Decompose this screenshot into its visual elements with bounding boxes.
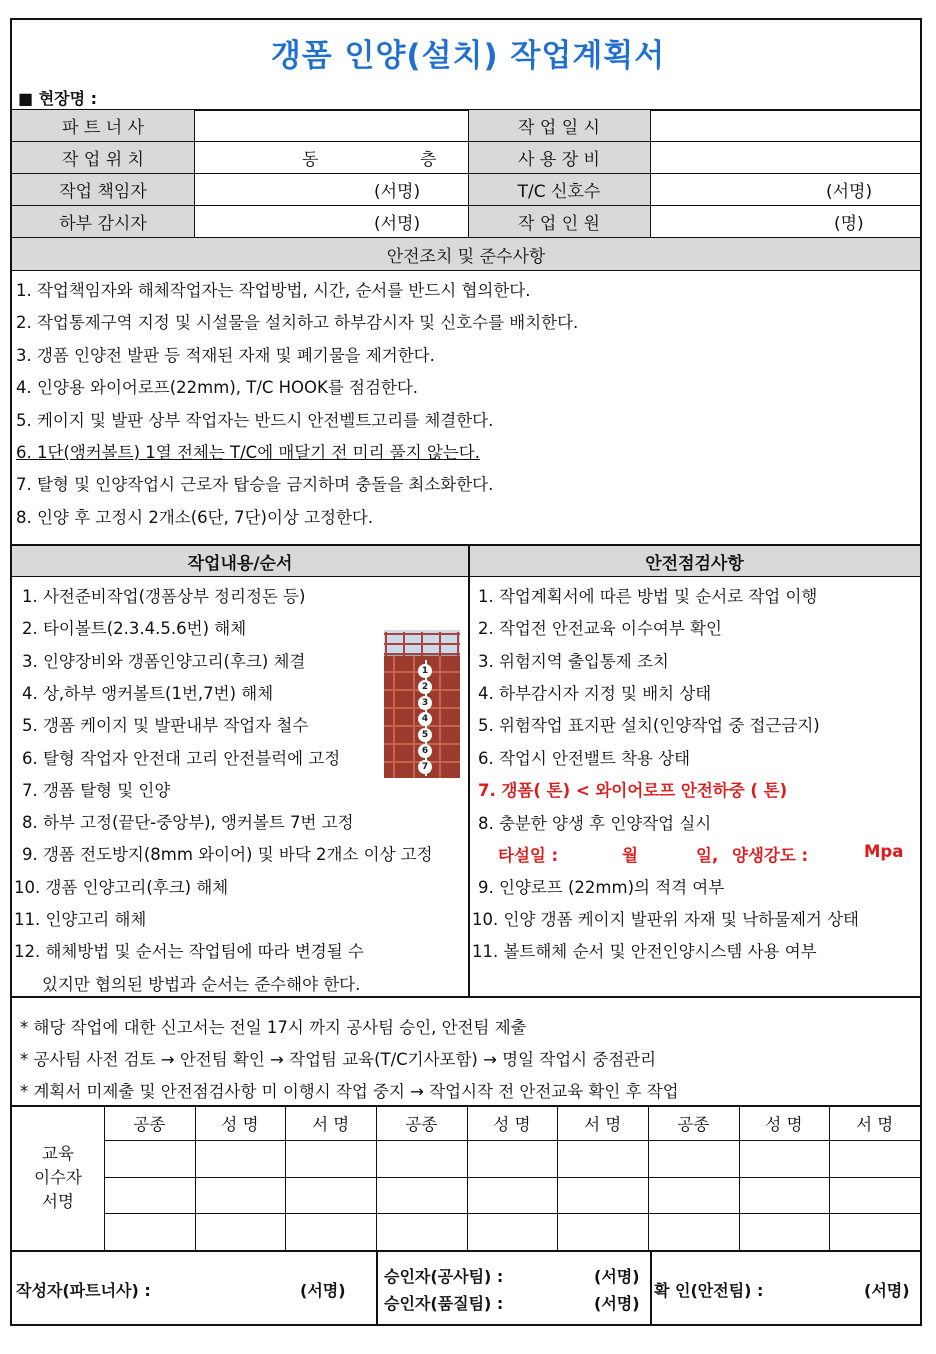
work-step-item: 8. 하부 고정(끝단-중앙부), 앵커볼트 7번 고정 xyxy=(22,813,354,833)
work-step-item: 4. 상,하부 앵커볼트(1번,7번) 해체 xyxy=(22,683,274,703)
check-item: 6. 작업시 안전밸트 착용 상태 xyxy=(478,748,691,768)
edu-signature-cell[interactable] xyxy=(376,1214,467,1250)
site-name-label: ■ 현장명 : xyxy=(18,89,98,108)
marker-number: 7 xyxy=(418,760,432,774)
edu-signature-cell[interactable] xyxy=(739,1141,830,1177)
edu-signature-cell[interactable] xyxy=(557,1178,648,1214)
gangform-image xyxy=(384,630,460,778)
work-step-item: 10. 갱폼 인양고리(후크) 해체 xyxy=(14,877,229,897)
work-location-field[interactable] xyxy=(194,142,468,173)
safety-item: 2. 작업통제구역 지정 및 시설물을 설치하고 하부감시자 및 신호수를 배치한다. xyxy=(16,313,579,333)
edu-signature-cell[interactable] xyxy=(648,1214,739,1250)
approver-construction-sign[interactable]: (서명) xyxy=(594,1267,640,1286)
work-step-item: 2. 타이볼트(2.3.4.5.6번) 해체 xyxy=(22,619,247,639)
work-step-item: 11. 인양고리 해체 xyxy=(14,910,147,929)
edu-signature-cell[interactable] xyxy=(739,1178,830,1214)
edu-signature-cell[interactable] xyxy=(648,1178,739,1214)
supervisor-sign: (서명) xyxy=(374,182,421,202)
lower-watch-field[interactable] xyxy=(194,206,468,237)
edu-signature-cell[interactable] xyxy=(195,1141,286,1177)
edu-signature-cell[interactable] xyxy=(648,1141,739,1177)
work-step-item: 3. 인양장비와 갱폼인양고리(후크) 체결 xyxy=(22,651,306,671)
marker-number: 3 xyxy=(418,696,432,710)
work-step-item: 12. 해체방법 및 순서는 작업팀에 따라 변경될 수 xyxy=(14,942,364,962)
equipment-label: 사 용 장 비 xyxy=(468,142,650,173)
work-step-item: 7. 갱폼 탈형 및 인양 xyxy=(22,780,171,800)
notice-line: * 공사팀 사전 검토 → 안전팀 확인 → 작업팀 교육(T/C기사포함) → 명일 작업시 중점관리 xyxy=(20,1050,657,1069)
edu-signature-cell[interactable] xyxy=(285,1214,376,1250)
edu-signature-cell[interactable] xyxy=(104,1141,195,1177)
work-location-label: 작 업 위 치 xyxy=(12,142,194,173)
edu-signature-cell[interactable] xyxy=(104,1214,195,1250)
edu-signature-cell[interactable] xyxy=(467,1178,558,1214)
pour-date-label: 타설일 : xyxy=(498,846,559,865)
edu-label-line: 이수자 xyxy=(34,1168,82,1187)
edu-column-header: 공종 xyxy=(677,1115,710,1134)
confirm-label: 확 인(안전팀) : xyxy=(654,1281,764,1300)
safety-item: 5. 케이지 및 발판 상부 작업자는 반드시 안전벨트고리를 체결한다. xyxy=(16,410,494,430)
edu-signature-cell[interactable] xyxy=(285,1141,376,1177)
check-header: 안전점검사항 xyxy=(469,546,920,576)
mpa-unit: Mpa xyxy=(864,842,904,861)
edu-signature-cell[interactable] xyxy=(829,1178,920,1214)
safety-item: 8. 인양 후 고정시 2개소(6단, 7단)이상 고정한다. xyxy=(16,507,374,527)
edu-column-header: 서 명 xyxy=(584,1115,622,1134)
approver-quality-label: 승인자(품질팀) : xyxy=(384,1294,504,1313)
edu-signature-cell[interactable] xyxy=(195,1178,286,1214)
check-item: 5. 위험작업 표지판 설치(인양작업 중 접근금지) xyxy=(478,716,820,736)
marker-number: 1 xyxy=(418,664,432,678)
tc-signal-label: T/C 신호수 xyxy=(468,174,650,205)
check-item-red: 7. 갱폼( 톤) < 와이어로프 안전하중 ( 톤) xyxy=(478,781,788,800)
tc-signal-field[interactable] xyxy=(650,174,920,205)
supervisor-label: 작업 책임자 xyxy=(12,174,194,205)
edu-column-header: 성 명 xyxy=(493,1115,531,1134)
safety-item: 1. 작업책임자와 해체작업자는 작업방법, 시간, 순서를 반드시 협의한다. xyxy=(16,281,531,300)
check-item: 4. 하부감시자 지정 및 배치 상태 xyxy=(478,683,712,703)
edu-signature-cell[interactable] xyxy=(104,1178,195,1214)
workers-label: 작 업 인 원 xyxy=(468,206,650,237)
edu-column-header: 서 명 xyxy=(856,1115,894,1134)
edu-column-header: 서 명 xyxy=(312,1115,350,1134)
work-date-label: 작 업 일 시 xyxy=(468,110,650,141)
partner-label: 파 트 너 사 xyxy=(12,110,194,141)
edu-signature-cell[interactable] xyxy=(829,1214,920,1250)
edu-signature-cell[interactable] xyxy=(376,1141,467,1177)
work-step-item: 9. 갱폼 전도방지(8mm 와이어) 및 바닥 2개소 이상 고정 xyxy=(22,845,433,865)
dong-text: 동 xyxy=(302,150,319,170)
workers-field[interactable] xyxy=(650,206,920,237)
safety-header: 안전조치 및 준수사항 xyxy=(12,238,920,270)
edu-column-header: 성 명 xyxy=(765,1115,803,1134)
safety-item: 6. 1단(앵커볼트) 1열 전체는 T/C에 매달기 전 미리 풀지 않는다. xyxy=(16,443,480,462)
writer-sign[interactable]: (서명) xyxy=(300,1281,346,1300)
edu-column-header: 성 명 xyxy=(221,1115,259,1134)
notice-line: * 계획서 미제출 및 안전점검사항 미 이행시 작업 중지 → 작업시작 전 안전교육 확인 후 작업 xyxy=(20,1082,679,1101)
work-step-item: 5. 갱폼 케이지 및 발판내부 작업자 철수 xyxy=(22,716,309,736)
supervisor-field[interactable] xyxy=(194,174,468,205)
workers-count: (명) xyxy=(834,214,864,234)
marker-number: 4 xyxy=(418,712,432,726)
edu-column-header: 공종 xyxy=(405,1115,438,1134)
edu-signature-cell[interactable] xyxy=(829,1141,920,1177)
check-item: 9. 인양로프 (22mm)의 적격 여부 xyxy=(478,878,725,897)
marker-number: 5 xyxy=(418,728,432,742)
marker-number: 6 xyxy=(418,744,432,758)
lower-watch-sign: (서명) xyxy=(374,214,421,234)
edu-signature-cell[interactable] xyxy=(557,1141,648,1177)
check-item: 10. 인양 갱폼 케이지 발판위 자재 및 낙하물제거 상태 xyxy=(472,910,859,929)
edu-label-cell xyxy=(12,1106,104,1250)
edu-label-line: 교육 xyxy=(42,1144,74,1163)
lower-watch-label: 하부 감시자 xyxy=(12,206,194,237)
work-step-item: 1. 사전준비작업(갱폼상부 정리정돈 등) xyxy=(22,587,306,606)
work-step-item: 있지만 협의된 방법과 순서는 준수해야 한다. xyxy=(42,974,361,994)
edu-signature-cell[interactable] xyxy=(376,1178,467,1214)
floor-text: 층 xyxy=(420,150,437,170)
work-date-field[interactable] xyxy=(650,110,920,141)
marker-number: 2 xyxy=(418,680,432,694)
confirm-sign[interactable]: (서명) xyxy=(864,1281,910,1300)
work-step-item: 6. 탈형 작업자 안전대 고리 안전블럭에 고정 xyxy=(22,748,341,768)
check-item: 2. 작업전 안전교육 이수여부 확인 xyxy=(478,619,722,639)
day-text: 일, xyxy=(696,846,719,865)
edu-signature-cell[interactable] xyxy=(285,1178,376,1214)
edu-signature-cell[interactable] xyxy=(467,1141,558,1177)
check-item: 3. 위험지역 출입통제 조치 xyxy=(478,651,669,671)
check-item: 11. 볼트해체 순서 및 안전인양시스템 사용 여부 xyxy=(472,942,817,961)
tc-signal-sign: (서명) xyxy=(826,182,873,202)
edu-signature-cell[interactable] xyxy=(467,1214,558,1250)
partner-field[interactable] xyxy=(194,110,468,141)
edu-signature-cell[interactable] xyxy=(195,1214,286,1250)
edu-label-line: 서명 xyxy=(42,1192,74,1211)
check-item: 8. 충분한 양생 후 인양작업 실시 xyxy=(478,814,712,833)
edu-signature-cell[interactable] xyxy=(739,1214,830,1250)
notice-line: * 해당 작업에 대한 신고서는 전일 17시 까지 공사팀 승인, 안전팀 제출 xyxy=(20,1018,527,1037)
safety-item: 3. 갱폼 인양전 발판 등 적재된 자재 및 폐기물을 제거한다. xyxy=(16,345,435,365)
approver-construction-label: 승인자(공사팀) : xyxy=(384,1267,504,1286)
safety-item: 4. 인양용 와이어로프(22mm), T/C HOOK를 점검한다. xyxy=(16,378,419,398)
equipment-field[interactable] xyxy=(650,142,920,173)
work-header: 작업내용/순서 xyxy=(12,546,468,576)
safety-item: 7. 탈형 및 인양작업시 근로자 탑승을 금지하며 충돌을 최소화한다. xyxy=(16,475,494,495)
writer-label: 작성자(파트너사) : xyxy=(16,1281,151,1300)
page-title: 갱폼 인양(설치) 작업계획서 xyxy=(270,38,666,74)
work-plan-form xyxy=(10,18,922,1326)
check-item: 1. 작업계획서에 따른 방법 및 순서로 작업 이행 xyxy=(478,587,818,606)
month-text: 월 xyxy=(622,846,638,865)
edu-signature-cell[interactable] xyxy=(557,1214,648,1250)
edu-column-header: 공종 xyxy=(133,1115,166,1134)
approver-quality-sign[interactable]: (서명) xyxy=(594,1294,640,1313)
curing-strength-label: 양생강도 : xyxy=(732,846,809,865)
